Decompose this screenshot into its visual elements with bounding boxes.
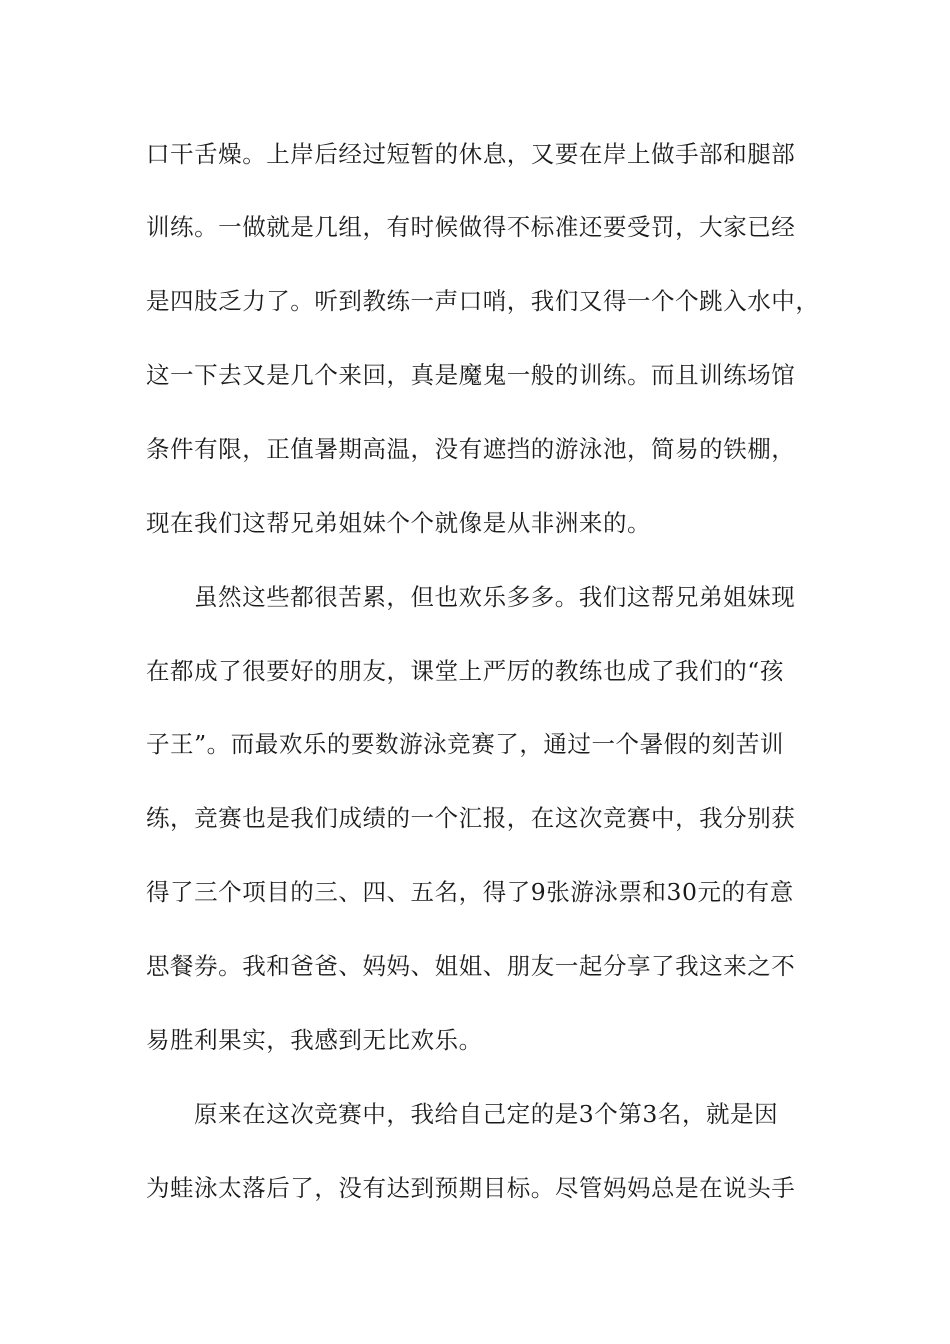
text-line: 现在我们这帮兄弟姐妹个个就像是从非洲来的。 xyxy=(146,509,652,537)
text-line: 口干舌燥。上岸后经过短暂的休息，又要在岸上做手部和腿部 xyxy=(146,140,796,168)
text-line: 为蛙泳太落后了，没有达到预期目标。尽管妈妈总是在说头手 xyxy=(146,1174,796,1202)
paragraph-first-line: 原来在这次竞赛中，我给自己定的是3个第3名，就是因 xyxy=(194,1100,779,1128)
text-line: 子王”。而最欢乐的要数游泳竞赛了，通过一个暑假的刻苦训 xyxy=(146,730,784,758)
text-line: 得了三个项目的三、四、五名，得了9张游泳票和30元的有意 xyxy=(146,878,794,906)
paragraph-first-line: 虽然这些都很苦累，但也欢乐多多。我们这帮兄弟姐妹现 xyxy=(194,583,796,611)
text-line: 是四肢乏力了。听到教练一声口哨，我们又得一个个跳入水中， xyxy=(146,287,820,315)
text-line: 思餐券。我和爸爸、妈妈、姐姐、朋友一起分享了我这来之不 xyxy=(146,952,796,980)
text-line: 训练。一做就是几组，有时候做得不标准还要受罚，大家已经 xyxy=(146,213,796,241)
text-line: 易胜利果实，我感到无比欢乐。 xyxy=(146,1026,483,1054)
text-line: 条件有限，正值暑期高温，没有遮挡的游泳池，简易的铁棚， xyxy=(146,435,796,463)
text-line: 这一下去又是几个来回，真是魔鬼一般的训练。而且训练场馆 xyxy=(146,361,796,389)
text-line: 在都成了很要好的朋友，课堂上严厉的教练也成了我们的“孩 xyxy=(146,657,784,685)
text-line: 练，竞赛也是我们成绩的一个汇报，在这次竞赛中，我分别获 xyxy=(146,804,796,832)
